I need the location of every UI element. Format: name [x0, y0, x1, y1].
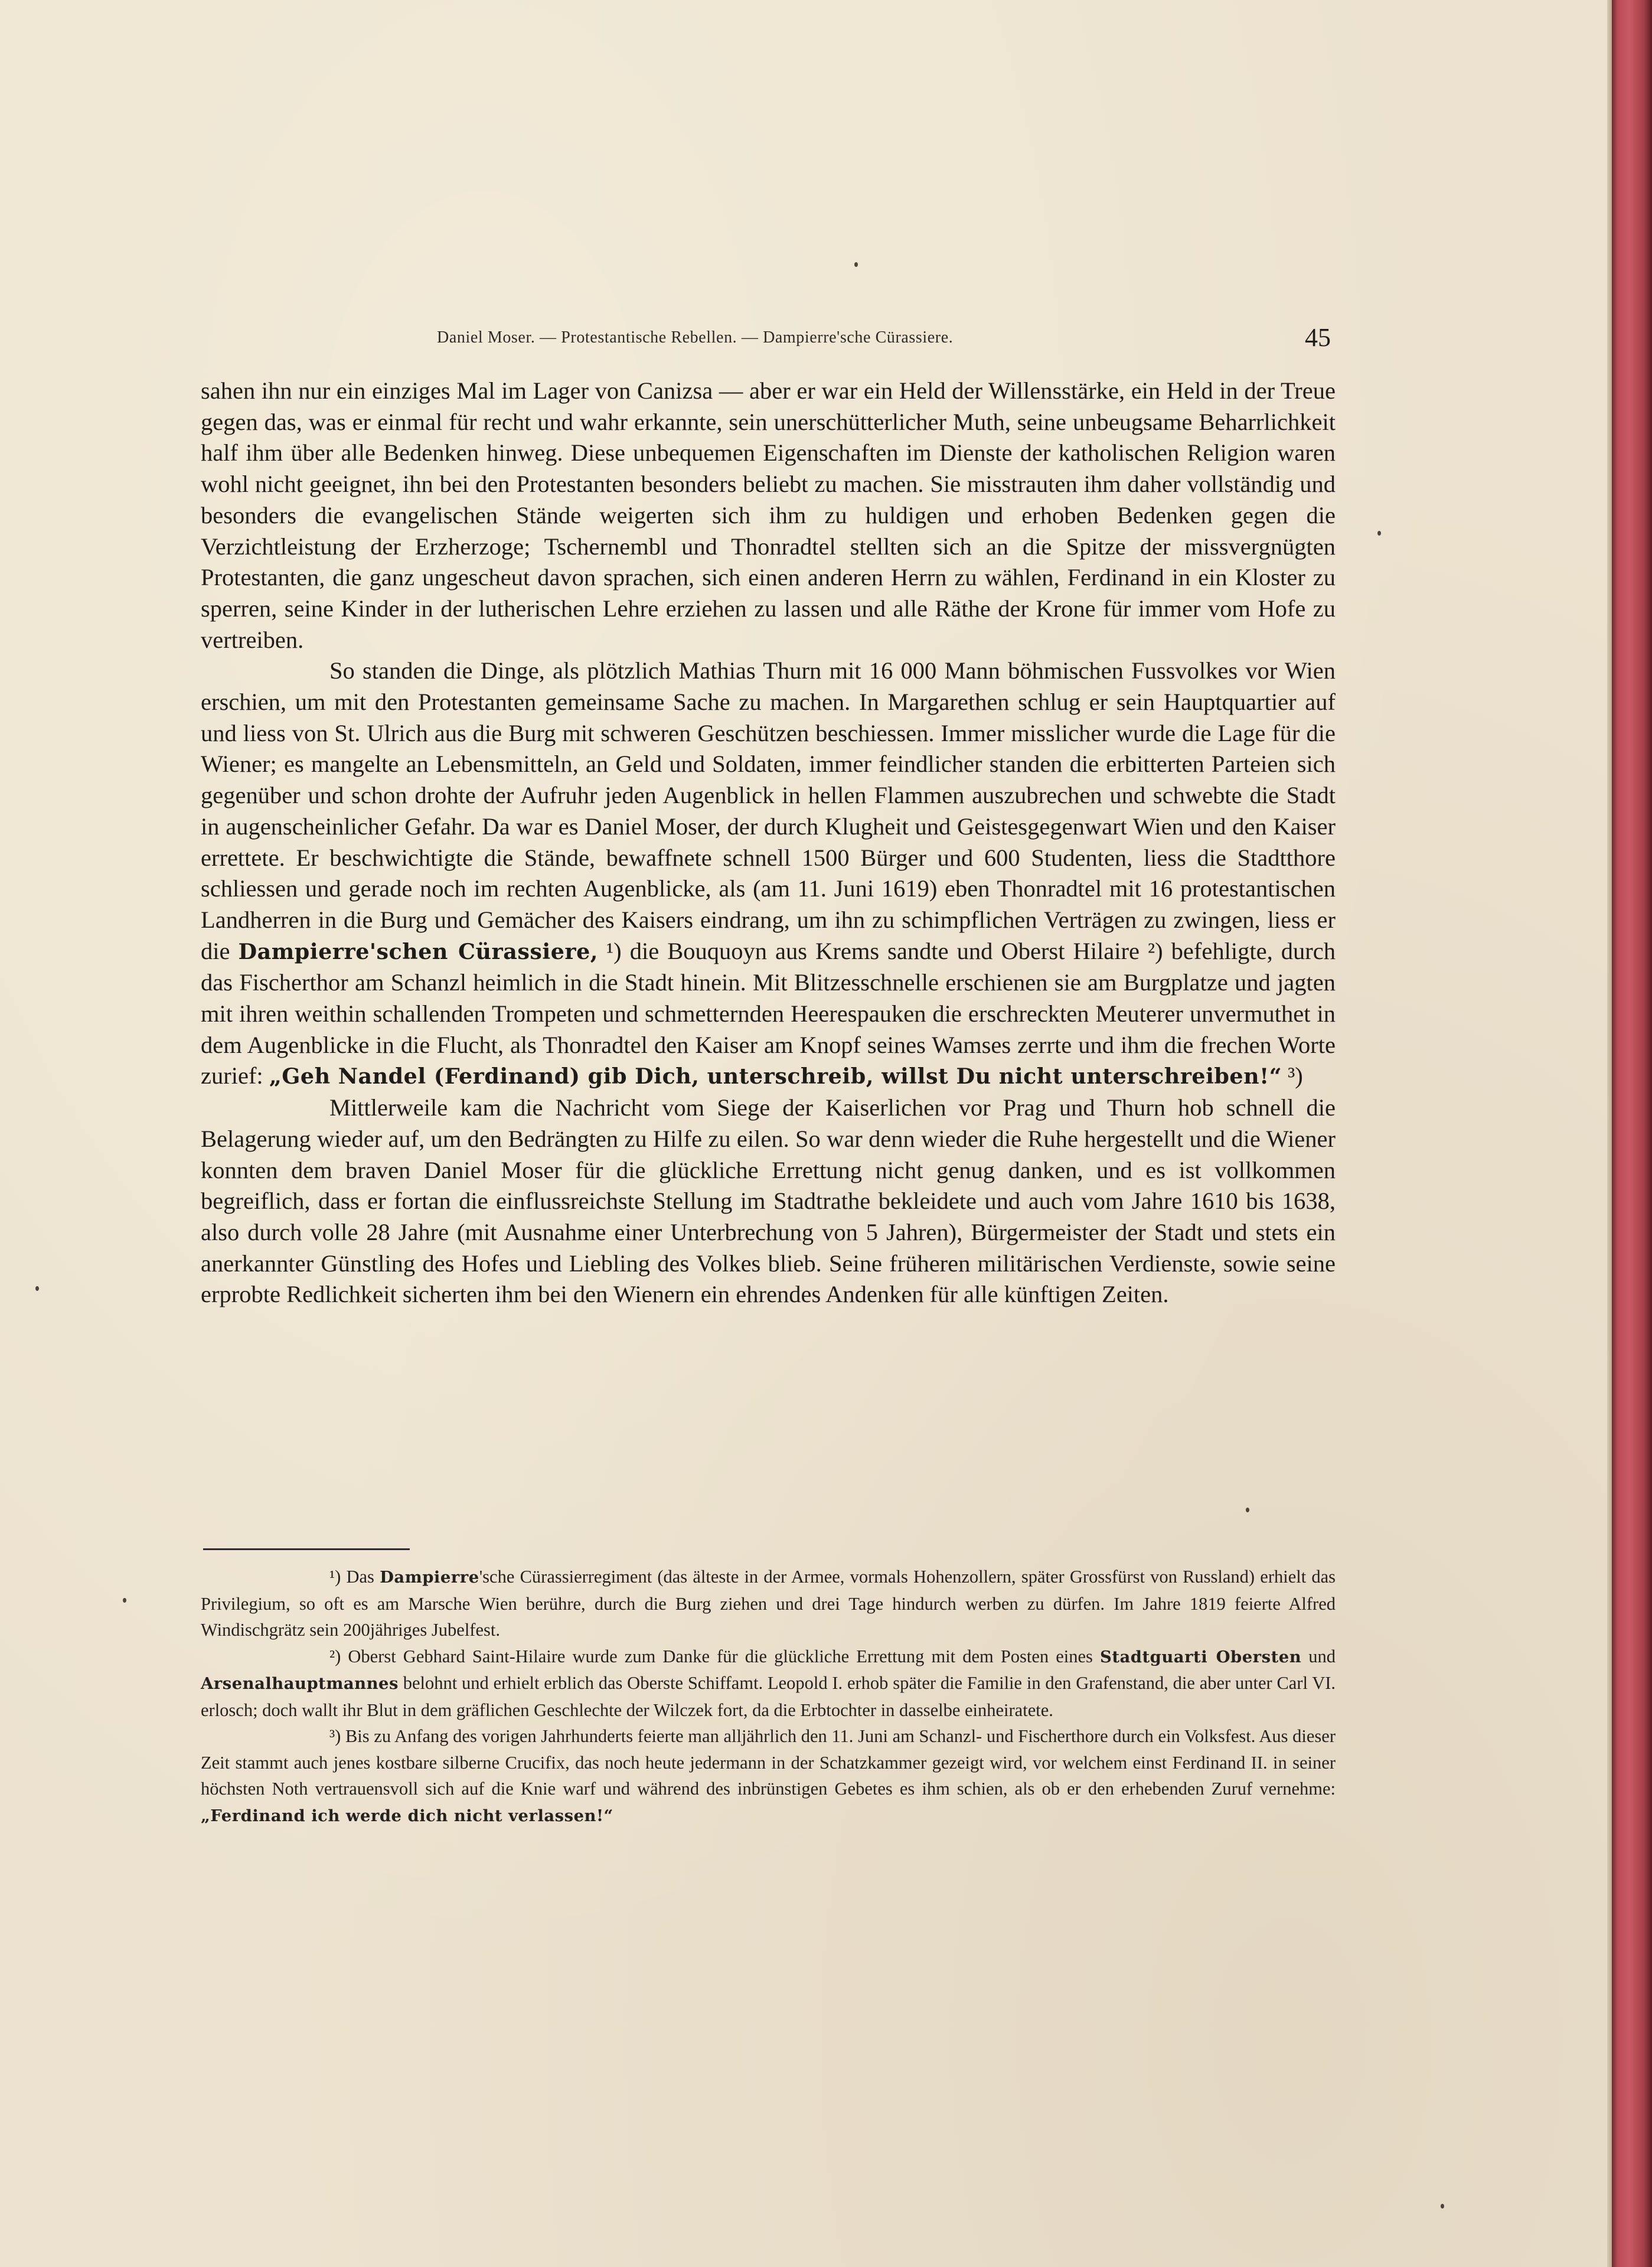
book-binding — [1612, 0, 1652, 2267]
footnote-2-fraktur-1: Stadtguarti Obersten — [1100, 1647, 1302, 1666]
footnote-2 — [201, 1643, 1336, 1724]
footnote-2-fraktur-2: Arsenalhauptmannes — [201, 1674, 399, 1693]
fraktur-dampierre: Dampierre'schen Cürassiere, — [238, 938, 598, 964]
footnote-ref-3: ³) — [1288, 1062, 1303, 1090]
footnote-1-text: 'sche Cürassierregiment (das älteste in der Armee, vormals Hohenzollern, später Grossfürst von Russland) erhielt das Privilegium, so oft es am Marsche Wien berühre, durch die Burg ziehen und drei Tage hindurch werben zu dürfen. Im Jahre 1819 feierte Alfred Windischgrätz sein 200jähriges Jubelfest. — [201, 1567, 1336, 1640]
body-text — [201, 376, 1336, 1310]
footnote-2-text-a: ²) Oberst Gebhard Saint-Hilaire wurde zum Danke für die glückliche Errettung mit dem Posten eines — [329, 1646, 1093, 1666]
paper-speck — [1377, 531, 1381, 536]
paragraph-2-text-a: So standen die Dinge, als plötzlich Mathias Thurn mit 16 000 Mann böhmischen Fussvolkes vor Wien erschien, um mit den Protestanten gemeinsame Sache zu machen. In Margarethen schlug er sein Hauptquartier auf und liess von St. Ulrich aus die Burg mit schweren Geschützen beschiessen. Immer misslicher wurde die Lage für die Wiener; es mangelte an Lebensmitteln, an Geld und Soldaten, immer feindlicher standen die erbitterten Parteien sich gegenüber und schon drohte der Aufruhr jeden Augenblick in hellen Flammen auszubrechen und schwebte die Stadt in augenscheinlicher Gefahr. Da war es Daniel Moser, der durch Klugheit und Geistesgegenwart Wien und den Kaiser errettete. Er beschwichtigte die Stände, bewaffnete schnell 1500 Bürger und 600 Studenten, liess die Stadtthore schliessen und gerade noch im rechten Augenblicke, als (am 11. Juni 1619) eben Thonradtel mit 16 protestantischen Landherren in die Burg und Gemächer des Kaisers eindrang, um ihn zu schimpflichen Verträgen zu zwingen, liess er die — [201, 657, 1336, 964]
footnote-1-fraktur: Dampierre — [380, 1568, 479, 1587]
paper-speck — [35, 1286, 39, 1291]
paragraph-2-text-b: ¹) die Bouquoyn aus Krems sandte und Oberst Hilaire ²) befehligte, durch das Fischerthor am Schanzl heimlich in die Stadt hinein. Mit Blitzesschnelle erschienen sie am Burgplatze und jagten mit ihren weithin schallenden Trompeten und schmetternden Heerespauken die erschreckten Meuterer unvermuthet in dem Augenblicke in die Flucht, als Thonradtel den Kaiser am Knopf seines Wamses zerrte und ihm die frechen Worte zurief: — [201, 937, 1336, 1090]
footnote-3 — [201, 1723, 1336, 1829]
page-edge — [1607, 0, 1612, 2267]
paper-speck — [854, 262, 858, 267]
running-head: Daniel Moser. — Protestantische Rebellen. — Dampierre'sche Cürassiere. — [437, 328, 954, 347]
footnote-3-fraktur: „Ferdinand ich werde dich nicht verlassen!“ — [201, 1806, 613, 1825]
paragraph-2 — [201, 655, 1336, 1092]
paper-speck — [1441, 2204, 1444, 2209]
footnotes — [201, 1564, 1336, 1829]
footnote-1 — [201, 1564, 1336, 1643]
paper-speck — [1246, 1508, 1249, 1512]
page-number: 45 — [1305, 323, 1331, 352]
fraktur-quote: „Geh Nandel (Ferdinand) gib Dich, unterschreib, willst Du nicht unterschreiben!“ — [269, 1064, 1282, 1090]
footnote-2-text-b: und — [1308, 1646, 1336, 1666]
footnote-3-text: ³) Bis zu Anfang des vorigen Jahrhunderts feierte man alljährlich den 11. Juni am Schanzl- und Fischerthore durch ein Volksfest. Aus dieser Zeit stammt auch jenes kostbare silberne Crucifix, das noch heute jedermann in der Schatzkammer gezeigt wird, vor welchem einst Ferdinand II. in seiner höchsten Noth vertrauensvoll sich auf die Knie warf und während des inbrünstigen Gebetes es ihm schien, als ob er den erhebenden Zuruf vernehme: — [201, 1726, 1336, 1799]
paragraph-1: sahen ihn nur ein einziges Mal im Lager von Canizsa — aber er war ein Held der Willensstärke, ein Held in der Treue gegen das, was er einmal für recht und wahr erkannte, sein unerschütterlicher Muth, seine unbeugsame Beharrlichkeit half ihm über alle Bedenken hinweg. Diese unbequemen Eigenschaften im Dienste der katholischen Religion waren wohl nicht geeignet, ihn bei den Protestanten besonders beliebt zu machen. Sie misstrauten ihm daher vollständig und besonders die evangelischen Stände weigerten sich ihm zu huldigen und erhoben Bedenken gegen die Verzichtleistung der Erzherzoge; Tschernembl und Thonradtel stellten sich an die Spitze der missvergnügten Protestanten, die ganz ungescheut davon sprachen, sich einen anderen Herrn zu wählen, Ferdinand in ein Kloster zu sperren, seine Kinder in der lutherischen Lehre erziehen zu lassen und alle Räthe der Krone für immer vom Hofe zu vertreiben. — [201, 377, 1336, 653]
paragraph-3: Mittlerweile kam die Nachricht vom Siege der Kaiserlichen vor Prag und Thurn hob schnell die Belagerung wieder auf, um den Bedrängten zu Hilfe zu eilen. So war denn wieder die Ruhe hergestellt und die Wiener konnten dem braven Daniel Moser für die glückliche Errettung nicht genug danken, und es ist vollkommen begreiflich, dass er fortan die einflussreichste Stellung im Stadtrathe bekleidete und auch vom Jahre 1610 bis 1638, also durch volle 28 Jahre (mit Ausnahme einer Unterbrechung von 5 Jahren), Bürgermeister der Stadt und stets ein anerkannter Günstling des Hofes und Liebling des Volkes blieb. Seine früheren militärischen Verdienste, sowie seine erprobte Redlichkeit sicherten ihm bei den Wienern ein ehrendes Andenken für alle künftigen Zeiten. — [201, 1094, 1336, 1308]
paper-speck — [123, 1598, 126, 1603]
footnote-divider — [203, 1548, 410, 1550]
footnote-2-text-c: belohnt und erhielt erblich das Oberste Schiffamt. Leopold I. erhob später die Familie in den Grafenstand, die aber unter Carl VI. erlosch; doch wallt ihr Blut in dem gräflichen Geschlechte der Wilczek fort, da die Erbtochter in dasselbe einheiratete. — [201, 1673, 1336, 1720]
footnote-1-marker: ¹) Das — [329, 1567, 374, 1587]
